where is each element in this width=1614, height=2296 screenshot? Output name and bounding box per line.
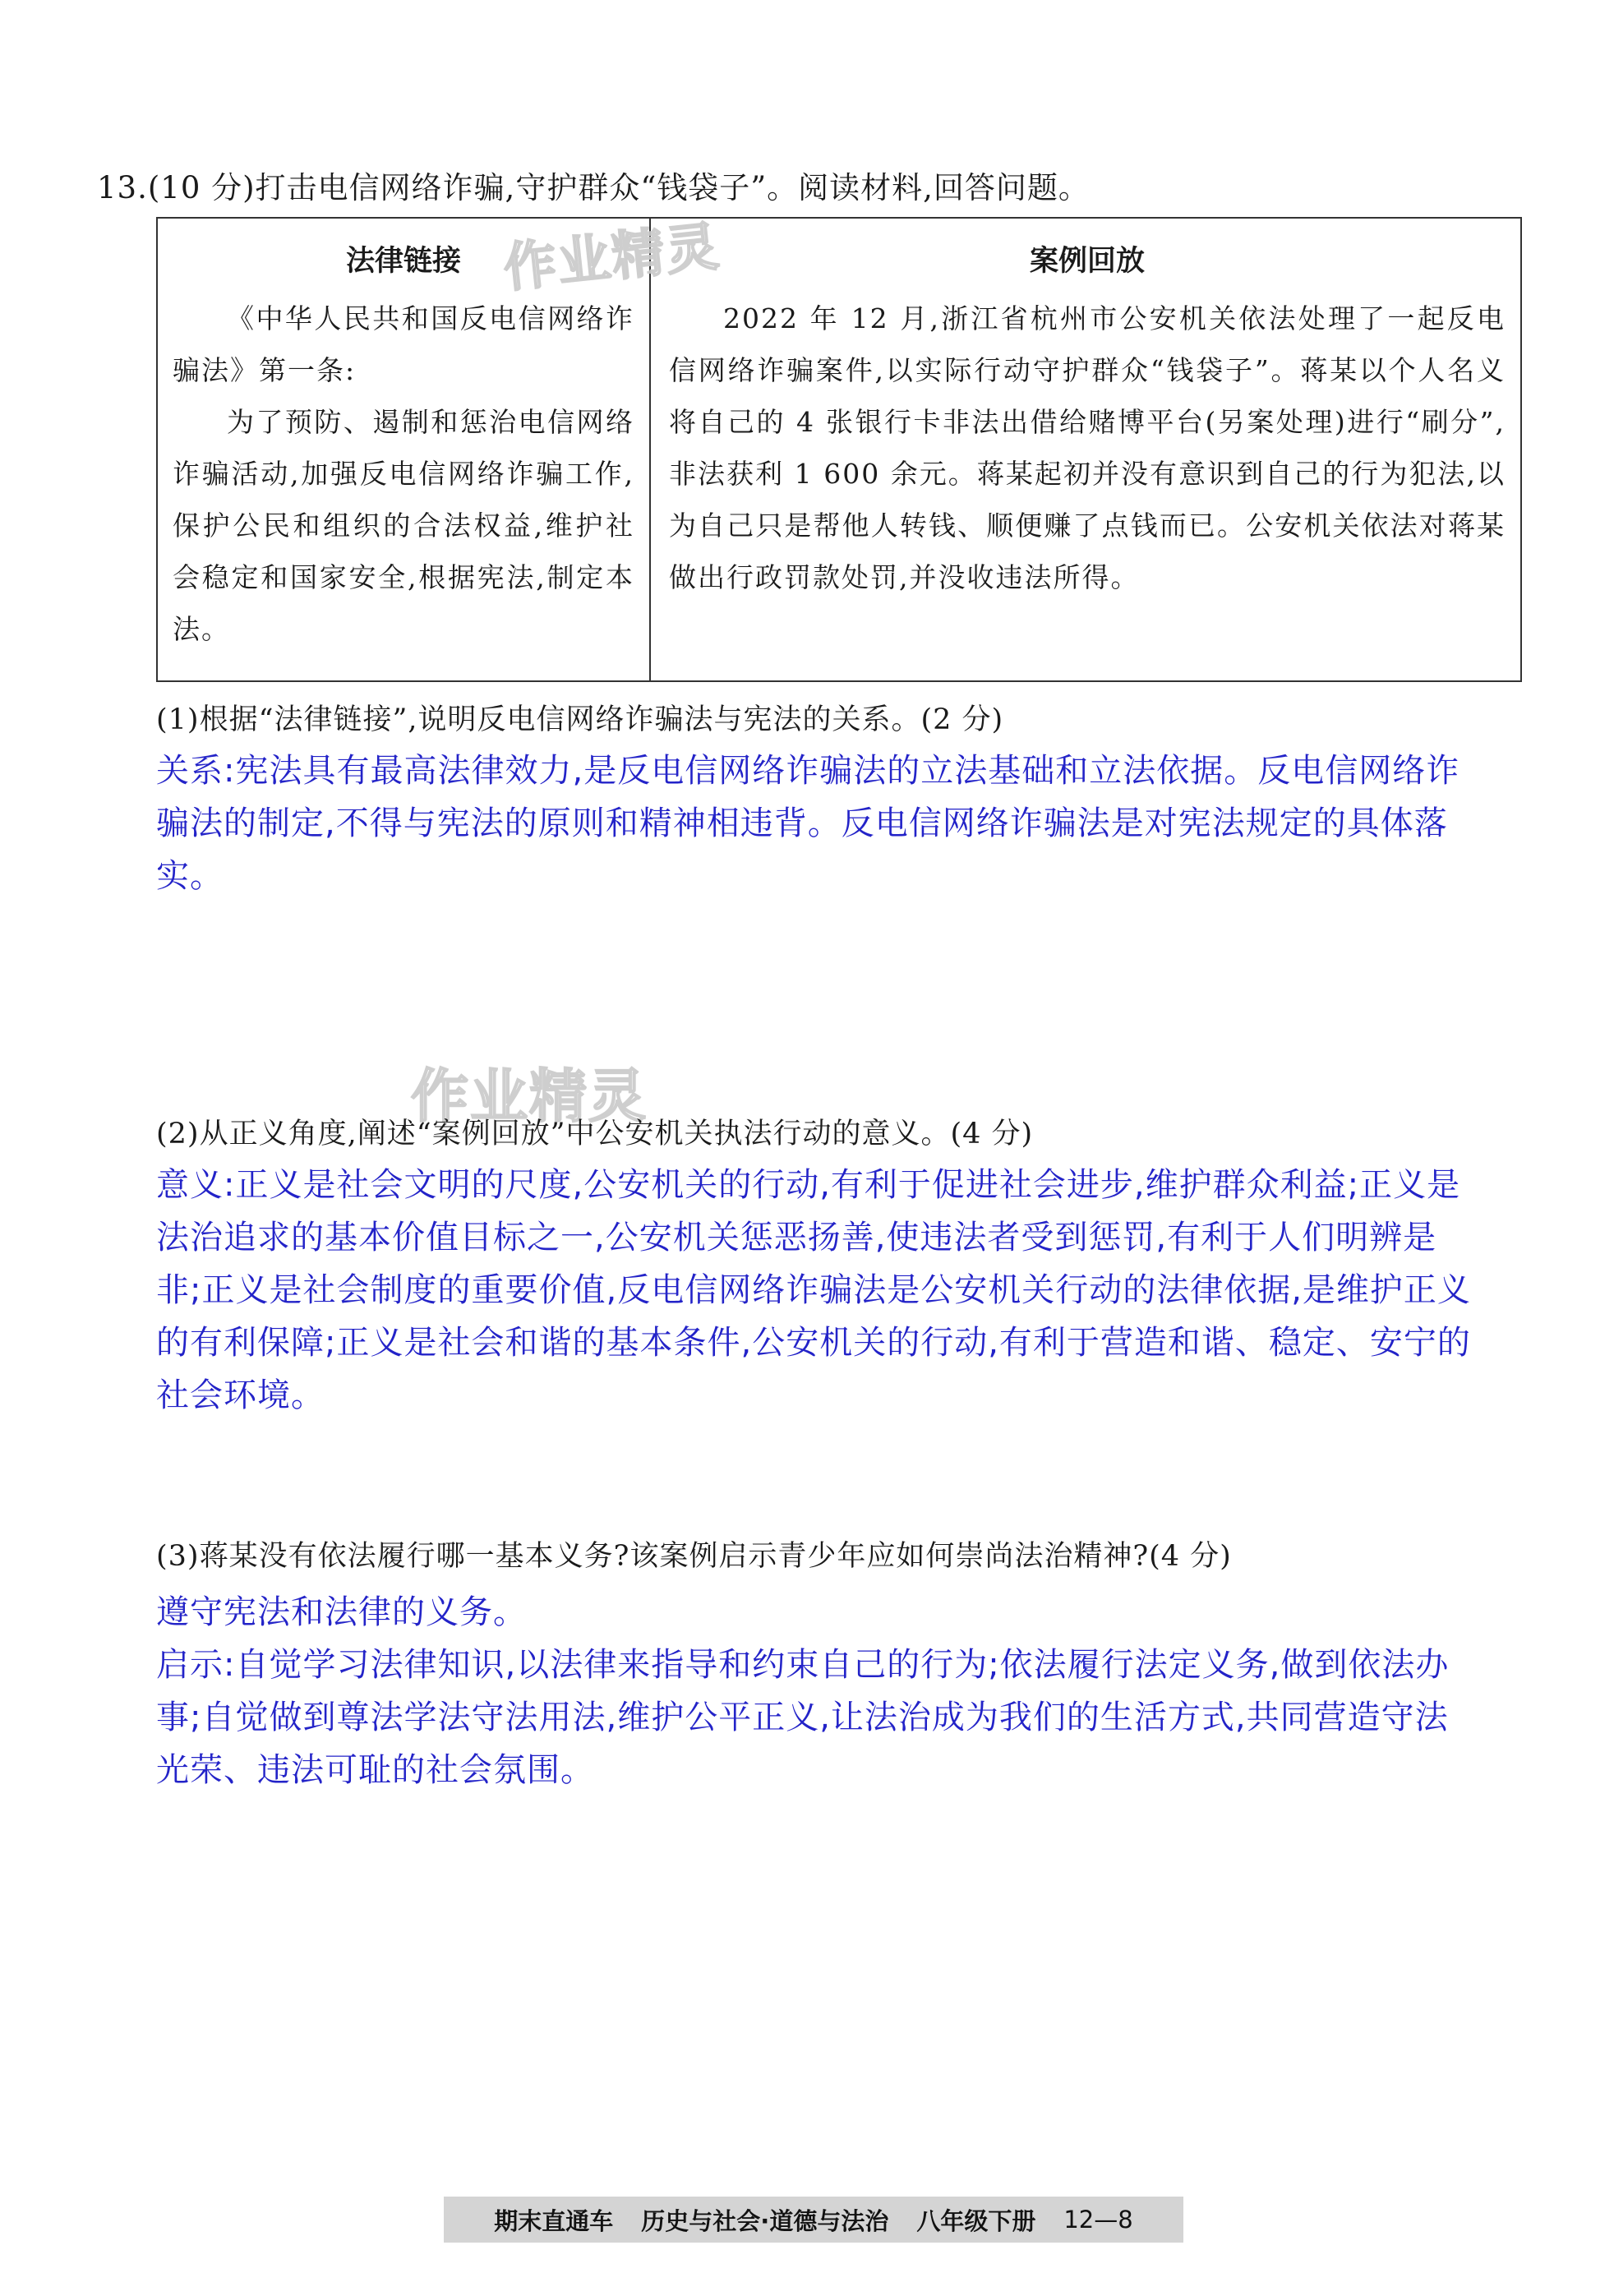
answer-1: 关系:宪法具有最高法律效力,是反电信网络诈骗法的立法基础和立法依据。反电信网络诈骗法的制定,不得与宪法的原则和精神相违背。反电信网络诈骗法是对宪法规定的具体落实。 [156, 752, 1460, 895]
sub-question-2: (2)从正义角度,阐述“案例回放”中公安机关执法行动的意义。(4 分) [156, 1118, 1034, 1150]
case-review-column [651, 219, 1520, 680]
case-review-header: 案例回放 [1029, 245, 1145, 278]
material-table [156, 217, 1522, 682]
watermark: 作业精灵 [500, 216, 723, 300]
footer-subject: 历史与社会·道德与法治 [641, 2206, 889, 2235]
page-footer [444, 2197, 1183, 2243]
footer-grade: 八年级下册 [916, 2206, 1036, 2235]
answer-3-inspiration: 启示:自觉学习法律知识,以法律来指导和约束自己的行为;依法履行法定义务,做到依法办事;自觉做到尊法学法守法用法,维护公平正义,让法治成为我们的生活方式,共同营造守法光荣、违法可耻的社会氛围。 [156, 1646, 1450, 1789]
answer-2: 意义:正义是社会文明的尺度,公安机关的行动,有利于促进社会进步,维护群众利益;正义是法治追求的基本价值目标之一,公安机关惩恶扬善,使违法者受到惩罚,有利于人们明辨是非;正义是社会制度的重要价值,反电信网络诈骗法是公安机关行动的法律依据,是维护正义的有利保障;正义是社会和谐的基本条件,公安机关的行动,有利于营造和谐、稳定、安宁的社会环境。 [156, 1166, 1471, 1414]
watermark: 作业精灵 [411, 1063, 648, 1130]
footer-series: 期末直通车 [494, 2206, 614, 2235]
page-number: 12—8 [1063, 2206, 1133, 2234]
question-title: 13.(10 分)打击电信网络诈骗,守护群众“钱袋子”。阅读材料,回答问题。 [97, 170, 1090, 205]
law-link-header: 法律链接 [345, 245, 461, 278]
law-article-text: 为了预防、遏制和惩治电信网络诈骗活动,加强反电信网络诈骗工作,保护公民和组织的合法权益,维护社会稳定和国家安全,根据宪法,制定本法。 [173, 406, 634, 645]
sub-question-3: (3)蒋某没有依法履行哪一基本义务?该案例启示青少年应如何崇尚法治精神?(4 分) [156, 1540, 1232, 1573]
case-review-text: 2022 年 12 月,浙江省杭州市公安机关依法处理了一起反电信网络诈骗案件,以实际行动守护群众“钱袋子”。蒋某以个人名义将自己的 4 张银行卡非法出借给赌博平台(另案处理)进行“刷分”,非法获利 1 600 余元。蒋某起初并没有意识到自己的行为犯法,以为自己只是帮他人转钱、顺便赚了点钱而已。公安机关依法对蒋某做出行政罚款处罚,并没收违法所得。 [669, 302, 1506, 593]
sub-question-1: (1)根据“法律链接”,说明反电信网络诈骗法与宪法的关系。(2 分) [156, 703, 1004, 736]
law-article-title: 《中华人民共和国反电信网络诈骗法》第一条: [173, 302, 634, 386]
answer-3-duty: 遵守宪法和法律的义务。 [156, 1593, 527, 1631]
